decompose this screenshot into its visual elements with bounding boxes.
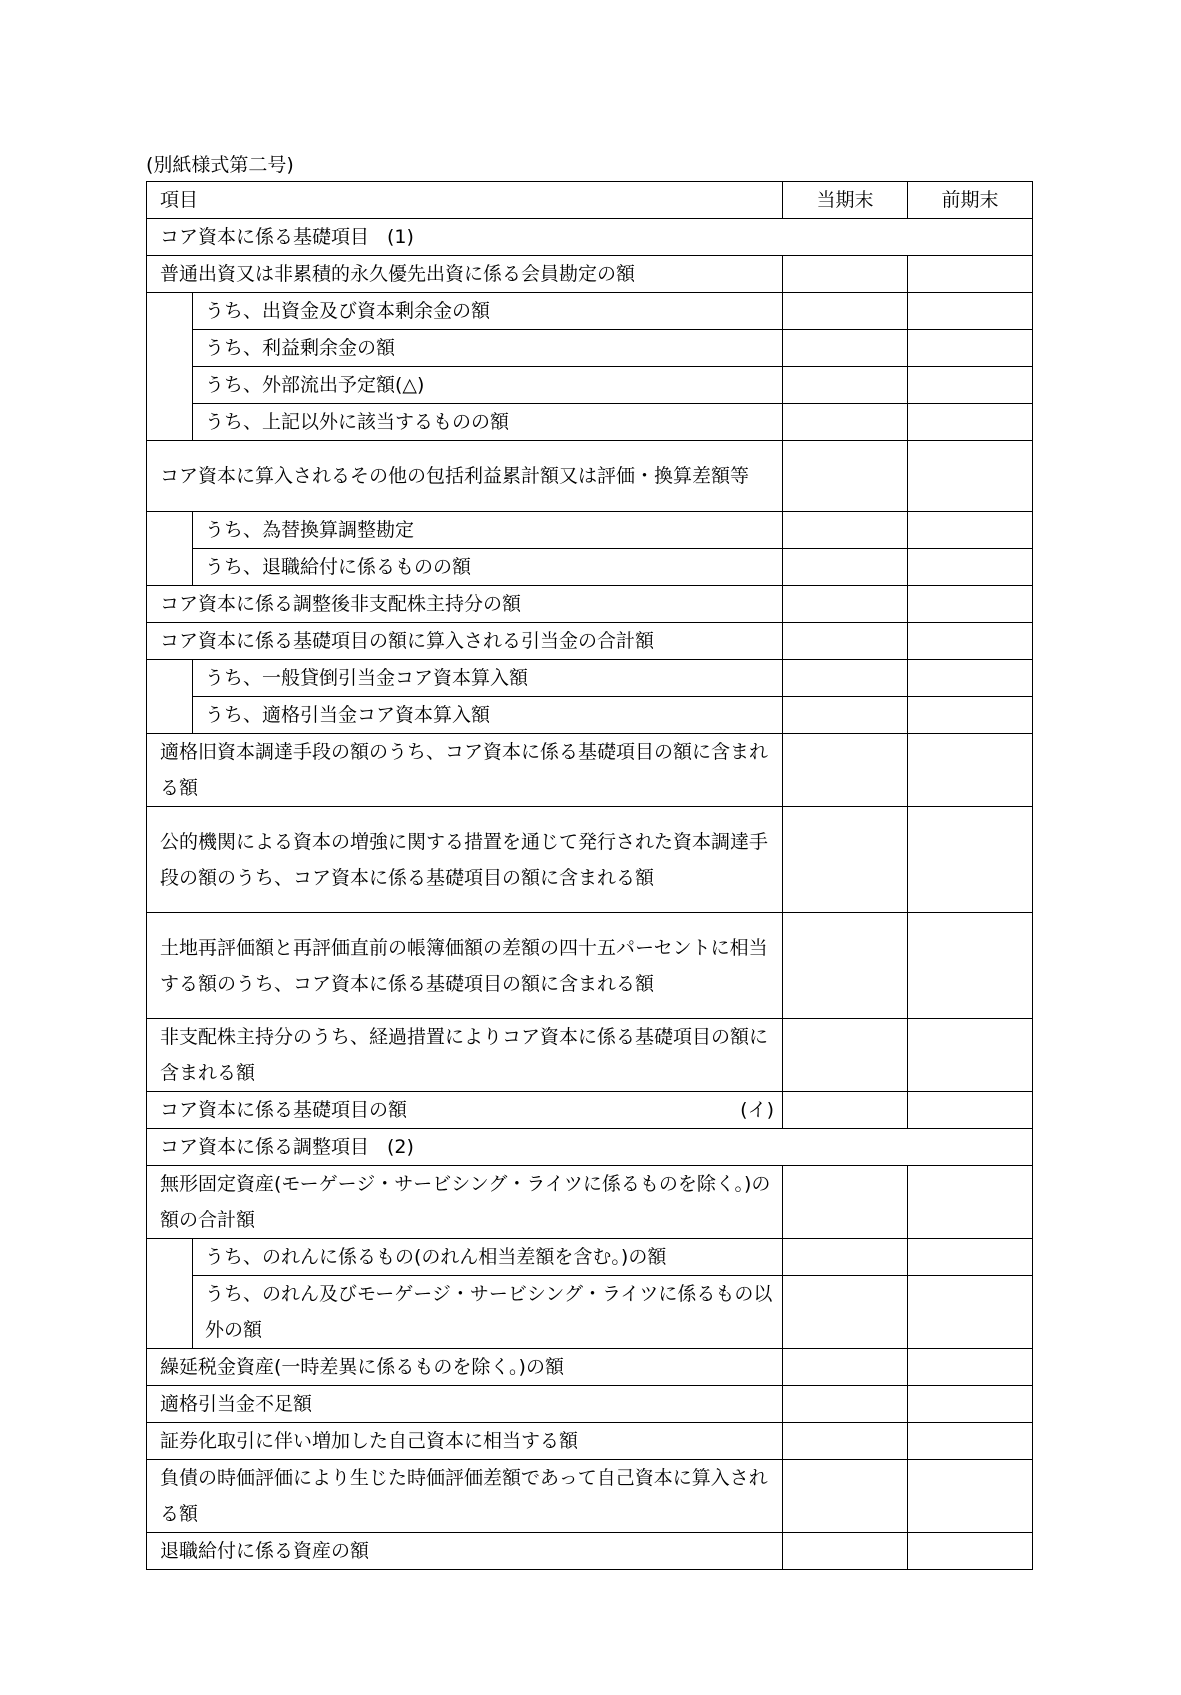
- capital-items-table: [146, 181, 1033, 1570]
- item-label: [147, 1019, 783, 1092]
- indent-cell: [147, 293, 193, 330]
- current-period-value[interactable]: [783, 1533, 908, 1570]
- indent-cell: [147, 367, 193, 404]
- table-row: [147, 1276, 1033, 1349]
- item-text: コア資本に係る調整後非支配株主持分の額: [160, 593, 522, 615]
- sub-item-label: [193, 1276, 783, 1349]
- item-text: うち、上記以外に該当するものの額: [205, 411, 510, 433]
- table-row: [147, 1349, 1033, 1386]
- item-label: [147, 623, 783, 660]
- table-row: [147, 293, 1033, 330]
- item-text: うち、適格引当金コア資本算入額: [205, 704, 491, 726]
- current-period-value[interactable]: [783, 1276, 908, 1349]
- table-row: [147, 256, 1033, 293]
- previous-period-value[interactable]: [908, 1386, 1033, 1423]
- table-row: [147, 807, 1033, 913]
- previous-period-value[interactable]: [908, 586, 1033, 623]
- current-period-value[interactable]: [783, 913, 908, 1019]
- table-row: [147, 1460, 1033, 1533]
- indent-cell: [147, 660, 193, 697]
- table-header-row: [147, 182, 1033, 219]
- item-text: 土地再評価額と再評価直前の帳簿価額の差額の四十五パーセントに相当する額のうち、コア資本に係る基礎項目の額に含まれる額: [160, 936, 768, 995]
- current-period-value[interactable]: [783, 404, 908, 441]
- table-row: [147, 1092, 1033, 1129]
- previous-period-value[interactable]: [908, 549, 1033, 586]
- current-period-value[interactable]: [783, 586, 908, 623]
- item-text: うち、外部流出予定額(△): [205, 374, 425, 396]
- table-row: [147, 913, 1033, 1019]
- previous-period-value[interactable]: [908, 913, 1033, 1019]
- current-period-value[interactable]: [783, 1349, 908, 1386]
- sub-item-label: [193, 293, 783, 330]
- item-label: [147, 1386, 783, 1423]
- table-row: [147, 330, 1033, 367]
- table-row: [147, 1423, 1033, 1460]
- current-period-value[interactable]: [783, 330, 908, 367]
- item-text: 無形固定資産(モーゲージ・サービシング・ライツに係るものを除く。)の額の合計額: [160, 1173, 771, 1231]
- item-text: 適格引当金不足額: [160, 1393, 313, 1415]
- indent-cell: [147, 512, 193, 549]
- previous-period-value[interactable]: [908, 734, 1033, 807]
- previous-period-value[interactable]: [908, 441, 1033, 512]
- current-period-value[interactable]: [783, 1239, 908, 1276]
- item-label: [147, 1349, 783, 1386]
- item-label: [147, 734, 783, 807]
- section-title: コア資本に係る調整項目: [160, 1136, 370, 1158]
- item-label: [147, 1423, 783, 1460]
- table-row: [147, 660, 1033, 697]
- item-text: 公的機関による資本の増強に関する措置を通じて発行された資本調達手段の額のうち、コア資本に係る基礎項目の額に含まれる額: [160, 830, 769, 889]
- sub-item-label: [193, 1239, 783, 1276]
- indent-cell: [147, 1239, 193, 1276]
- previous-period-value[interactable]: [908, 1460, 1033, 1533]
- previous-period-value[interactable]: [908, 404, 1033, 441]
- sub-item-label: [193, 660, 783, 697]
- current-period-value[interactable]: [783, 660, 908, 697]
- indent-cell: [147, 404, 193, 441]
- current-period-value[interactable]: [783, 623, 908, 660]
- item-text: うち、利益剰余金の額: [205, 337, 396, 359]
- table-row: [147, 404, 1033, 441]
- header-item: 項目: [147, 182, 783, 219]
- current-period-value[interactable]: [783, 807, 908, 913]
- item-text: コア資本に係る基礎項目の額: [160, 1099, 408, 1121]
- item-label: [147, 807, 783, 913]
- indent-cell: [147, 330, 193, 367]
- current-period-value[interactable]: [783, 549, 908, 586]
- item-text: 負債の時価評価により生じた時価評価差額であって自己資本に算入される額: [160, 1467, 768, 1525]
- previous-period-value[interactable]: [908, 1092, 1033, 1129]
- previous-period-value[interactable]: [908, 1166, 1033, 1239]
- item-text: うち、為替換算調整勘定: [205, 519, 415, 541]
- item-label: [147, 1166, 783, 1239]
- table-row: [147, 1533, 1033, 1570]
- table-row: [147, 734, 1033, 807]
- table-row: [147, 441, 1033, 512]
- previous-period-value[interactable]: [908, 1349, 1033, 1386]
- current-period-value[interactable]: [783, 1019, 908, 1092]
- item-text: うち、退職給付に係るものの額: [205, 556, 472, 578]
- section-number: (1): [387, 226, 414, 248]
- item-label: [147, 1460, 783, 1533]
- section-number: (2): [387, 1136, 414, 1158]
- item-text: 証券化取引に伴い増加した自己資本に相当する額: [160, 1430, 579, 1452]
- header-previous-period: 前期末: [908, 182, 1033, 219]
- previous-period-value[interactable]: [908, 660, 1033, 697]
- current-period-value[interactable]: [783, 1166, 908, 1239]
- indent-cell: [147, 549, 193, 586]
- previous-period-value[interactable]: [908, 1239, 1033, 1276]
- sub-item-label: [193, 367, 783, 404]
- previous-period-value[interactable]: [908, 623, 1033, 660]
- current-period-value[interactable]: [783, 1386, 908, 1423]
- table-row: [147, 512, 1033, 549]
- current-period-value[interactable]: [783, 1460, 908, 1533]
- current-period-value[interactable]: [783, 697, 908, 734]
- table-row: [147, 586, 1033, 623]
- previous-period-value[interactable]: [908, 256, 1033, 293]
- item-label: [147, 913, 783, 1019]
- indent-cell: [147, 1276, 193, 1349]
- current-period-value[interactable]: [783, 1423, 908, 1460]
- previous-period-value[interactable]: [908, 1276, 1033, 1349]
- table-row: [147, 1239, 1033, 1276]
- current-period-value[interactable]: [783, 256, 908, 293]
- item-text: コア資本に算入されるその他の包括利益累計額又は評価・換算差額等: [160, 465, 750, 487]
- sub-item-label: [193, 330, 783, 367]
- item-text: 非支配株主持分のうち、経過措置によりコア資本に係る基礎項目の額に含まれる額: [160, 1026, 769, 1084]
- previous-period-value[interactable]: [908, 512, 1033, 549]
- section-title: コア資本に係る基礎項目: [160, 226, 370, 248]
- item-label: [147, 441, 783, 512]
- table-row: [147, 367, 1033, 404]
- table-row: [147, 697, 1033, 734]
- current-period-value[interactable]: [783, 441, 908, 512]
- sub-item-label: [193, 404, 783, 441]
- section-row: [147, 219, 1033, 256]
- table-row: [147, 1386, 1033, 1423]
- header-current-period: 当期末: [783, 182, 908, 219]
- item-text: 繰延税金資産(一時差異に係るものを除く。)の額: [160, 1356, 564, 1378]
- previous-period-value[interactable]: [908, 1019, 1033, 1092]
- sub-item-label: [193, 697, 783, 734]
- current-period-value[interactable]: [783, 512, 908, 549]
- table-row: [147, 549, 1033, 586]
- previous-period-value[interactable]: [908, 807, 1033, 913]
- previous-period-value[interactable]: [908, 1423, 1033, 1460]
- section-heading: [147, 219, 1033, 256]
- previous-period-value[interactable]: [908, 330, 1033, 367]
- current-period-value[interactable]: [783, 367, 908, 404]
- current-period-value[interactable]: [783, 734, 908, 807]
- item-text: うち、のれんに係るもの(のれん相当差額を含む。)の額: [205, 1246, 667, 1268]
- table-row: [147, 1019, 1033, 1092]
- item-text: コア資本に係る基礎項目の額に算入される引当金の合計額: [160, 630, 655, 652]
- table-row: [147, 623, 1033, 660]
- section-heading: [147, 1129, 1033, 1166]
- table-row: [147, 1166, 1033, 1239]
- item-text: 退職給付に係る資産の額: [160, 1540, 370, 1562]
- sub-item-label: [193, 512, 783, 549]
- item-label: [147, 256, 783, 293]
- item-text: 普通出資又は非累積的永久優先出資に係る会員勘定の額: [160, 263, 636, 285]
- sub-item-label: [193, 549, 783, 586]
- item-text: うち、出資金及び資本剰余金の額: [205, 300, 491, 322]
- previous-period-value[interactable]: [908, 293, 1033, 330]
- form-caption: (別紙様式第二号): [146, 154, 294, 176]
- item-text: 適格旧資本調達手段の額のうち、コア資本に係る基礎項目の額に含まれる額: [160, 741, 769, 799]
- previous-period-value[interactable]: [908, 697, 1033, 734]
- indent-cell: [147, 697, 193, 734]
- item-text: うち、一般貸倒引当金コア資本算入額: [205, 667, 529, 689]
- item-text: うち、のれん及びモーゲージ・サービシング・ライツに係るもの以外の額: [205, 1283, 773, 1341]
- section-row: [147, 1129, 1033, 1166]
- current-period-value[interactable]: [783, 1092, 908, 1129]
- total-mark: (イ): [740, 1099, 774, 1121]
- current-period-value[interactable]: [783, 293, 908, 330]
- item-label: [147, 1092, 783, 1129]
- previous-period-value[interactable]: [908, 367, 1033, 404]
- item-label: [147, 1533, 783, 1570]
- item-label: [147, 586, 783, 623]
- previous-period-value[interactable]: [908, 1533, 1033, 1570]
